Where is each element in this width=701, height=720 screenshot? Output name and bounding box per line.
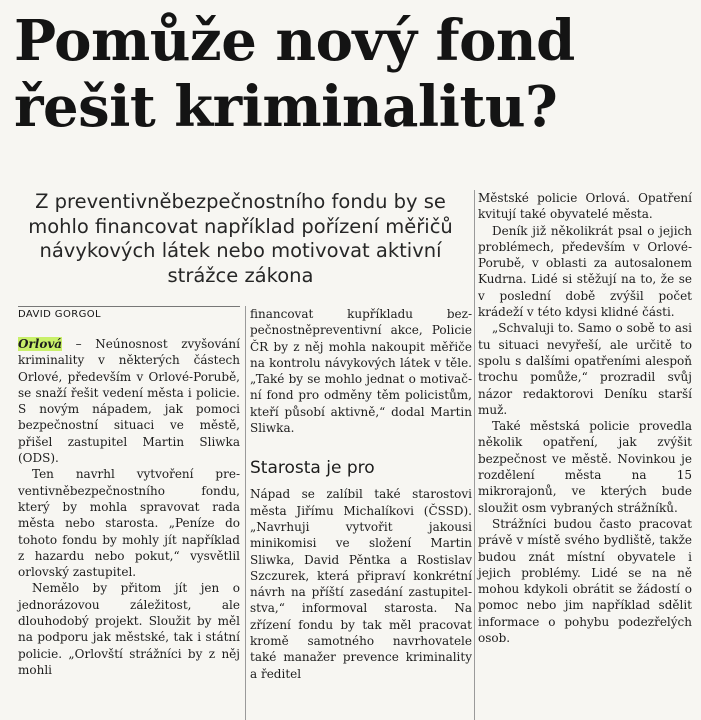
paragraph-10: Strážníci budou často pracovat právě v místě svého bydliště, takže budou znát místní obyvatele i jejich problémy. Lidé se na ně mohou kdykoli obrátit se žádostí o pomoc nebo jim například sdělit informace o pohybu podezřelých osob. [478,516,692,646]
paragraph-6: Městské policie Orlová. Opatření kvitují také obyvatelé města. [478,191,692,222]
paragraph-7: Deník již několikrát psal o jejich problémech, především v Orlové-Porubě, v oblasti za autosalonem Kudrna. Lidé si stěžují na to, že se v poslední době zvýšil počet krádeží v této kdysi klidné části. [478,223,692,320]
paragraph-5: Nápad se zalíbil také starostovi města Jiřímu Michalíkovi (ČSSD). „Navrhuji vytvořit jakousi minikomisi ve složení Martin Sliwka, David Pěntka a Rostislav Szczurek, která připraví konkrétní návrh na příští zasedání zastupitelstva,“ informoval starosta. Na zřízení fondu by tak měl pracovat kromě samotného navrhovatele také manažer prevence kriminality a ředitel [250,487,472,681]
article-column-3 [478,190,692,646]
paragraph-4: financovat kupříkladu bezpečnostněpreventivní akce, Policie ČR by z něj mohla nakoupit měřiče na kontrolu návykových látek v těle. „Také by se mohlo jednat o motivační fond pro odměny těm policistům, kteří působí aktivně,“ dodal Martin Sliwka. [250,307,472,436]
headline-line-1: Pomůže nový fond [14,8,575,74]
dateline: Orlová [18,337,63,351]
lead-paragraph [18,190,463,288]
paragraph-9: Také městská policie provedla několik opatření, jak zvýšit bezpečnost ve městě. Novinkou je rozdělení města na 15 mikrorajonů, ve kterých bude sloužit osm vybraných strážníků. [478,419,692,515]
article-column-1 [18,336,240,678]
paragraph-3: Nemělo by přitom jít jen o jednorázovou záležitost, ale dlouhodobý projekt. Sloužit by měl na podporu jak městské, tak i státní policie. „Orlovští strážníci by z něj mohli [18,581,240,677]
paragraph-8: „Schvaluji to. Samo o sobě to asi tu situaci nevyřeší, ale určitě to spolu s dalšími opatřeními alespoň trochu pomůže,“ prozradil svůj názor redaktorovi Deníku starší muž. [478,321,692,417]
byline: DAVID GORGOL [18,306,240,320]
lead-line-4: strážce zákona [167,263,314,287]
paragraph-1-text: – Neúnosnost zvyšování kriminality v některých částech Orlové, především v Orlové-Porubě, se snaží řešit vedení města i policie. S novým nápadem, jak pomoci bezpečnostní situaci ve městě, přišel zastupitel Martin Sliwka (ODS). [18,337,240,466]
paragraph-2: Ten navrhl vytvoření preventivněbezpečnostního fondu, který by mohla spravovat rada města nebo starosta. „Peníze do tohoto fondu by mohly jít například z hazardu nebo pokut,“ vysvětlil orlovský zastupitel. [18,467,240,580]
lead-line-1: Z preventivněbezpečnostního fondu by se [35,190,446,213]
headline [14,8,694,140]
column-divider-2 [474,190,475,720]
article-column-2 [250,306,472,682]
lead-line-3: návykových látek nebo motivovat aktivní [39,239,442,262]
headline-line-2: řešit kriminalitu? [14,74,558,140]
subheading: Starosta je pro [250,458,375,479]
paragraph-1 [18,336,240,466]
column-divider-1 [245,306,246,720]
lead-line-2: mohlo financovat například pořízení měřičů [28,214,453,238]
